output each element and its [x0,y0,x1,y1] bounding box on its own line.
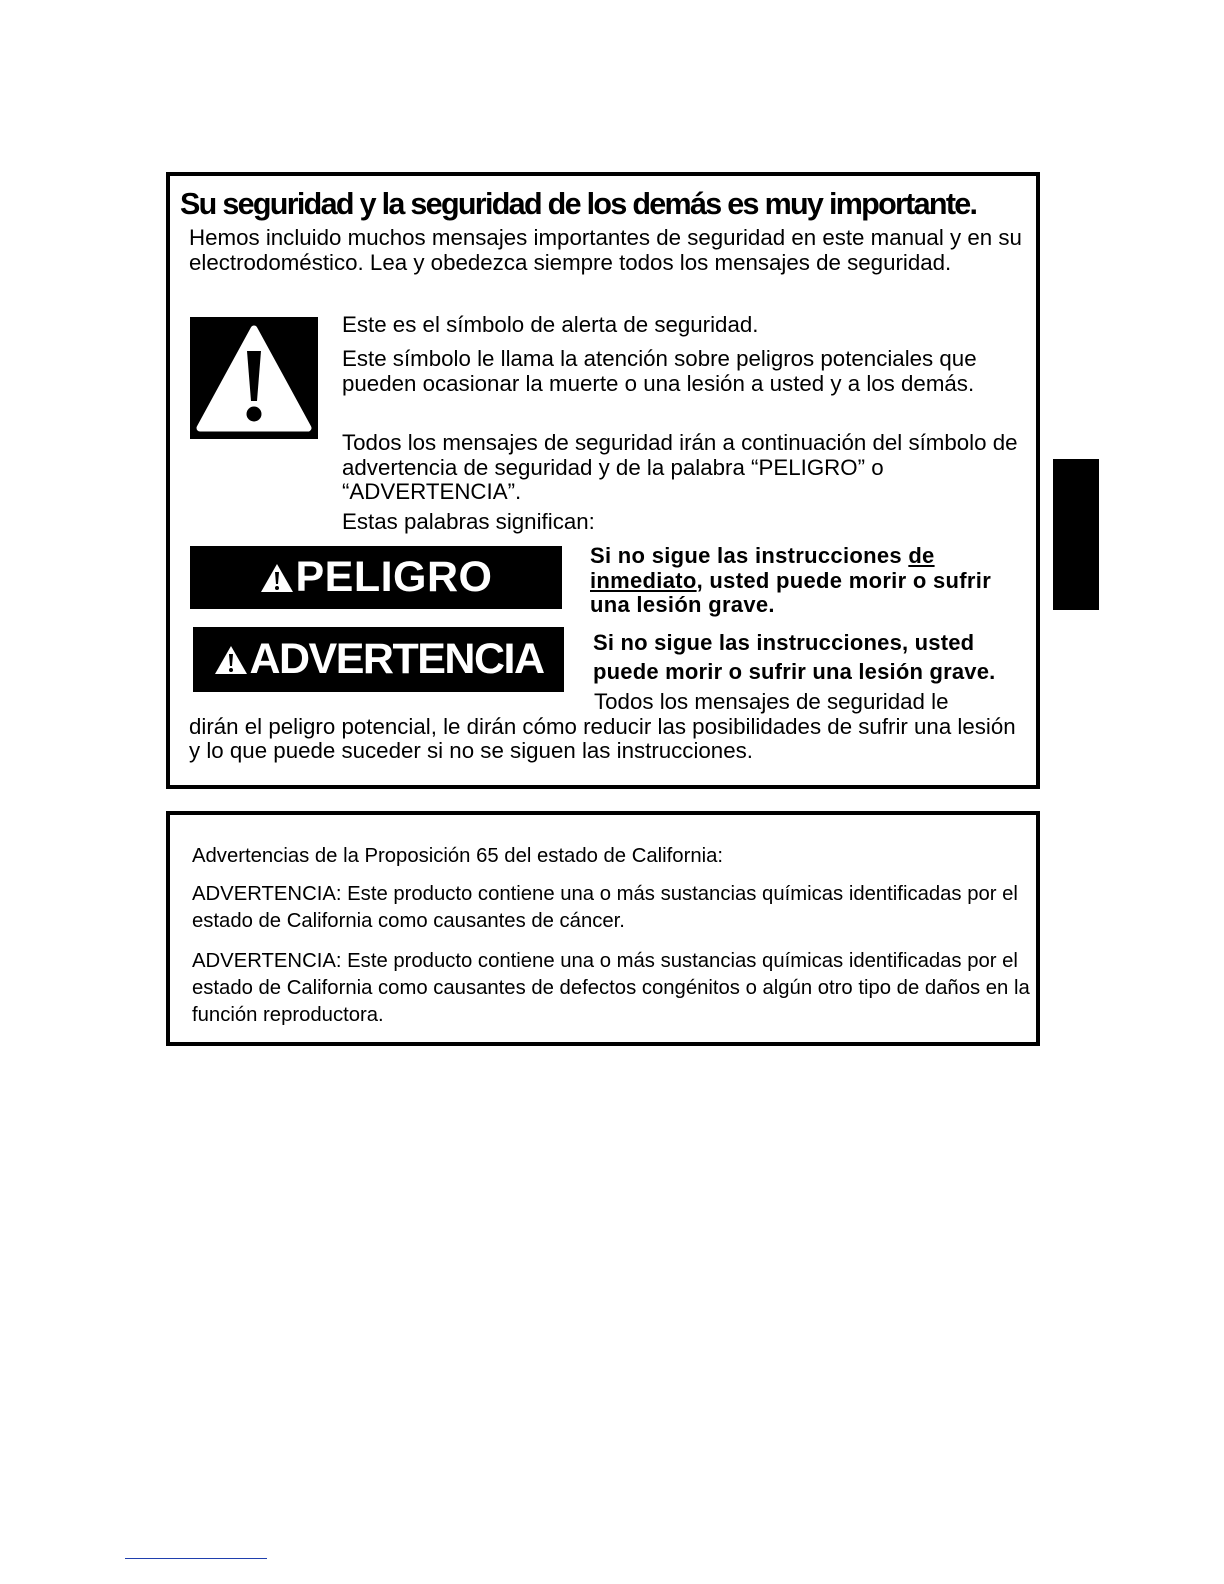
prop65-warning-cancer: ADVERTENCIA: Este producto contiene una o más sustancias químicas identificadas por el estado de California como causantes de cáncer. [192,883,1018,932]
danger-text-part2: , usted puede morir o sufrir una lesión grave. [590,567,992,617]
prop65-warning-reproductive: ADVERTENCIA: Este producto contiene una o más sustancias químicas identificadas por el estado de California como causantes de defectos congénitos o algún otro tipo de daños en la función reproductora. [192,950,1030,1026]
follow-line: Todos los mensajes de seguridad irán a continuación del símbolo de advertencia de seguridad y de la palabra “PELIGRO” o “ADVERTENCIA”. [342,430,1018,504]
section-side-tab [1053,459,1099,610]
closing-part1: Todos los mensajes de seguridad le [594,689,949,714]
closing-part2: dirán el peligro potencial, le dirán cómo reducir las posibilidades de sufrir una lesión y lo que puede suceder si no se siguen las instrucciones. [189,713,1016,763]
danger-text-part1: Si no sigue las instrucciones [590,543,909,568]
prop65-notice-box [166,811,1040,1046]
danger-label-text: PELIGRO [295,553,493,601]
symbol-meaning: Este símbolo le llama la atención sobre peligros potenciales que pueden ocasionar la muerte o una lesión a usted y a los demás. [342,346,977,396]
warning-label-text: ADVERTENCIA [249,635,544,683]
danger-text-underlined: de inmediato [590,543,935,593]
footer-rule [125,1558,267,1559]
warning-description: Si no sigue las instrucciones, usted puede morir o sufrir una lesión grave. [593,630,996,684]
safety-alert-triangle-icon [190,317,318,439]
prop65-title: Advertencias de la Proposición 65 del estado de California: [192,845,724,867]
danger-alert-icon [259,562,295,594]
symbol-line: Este es el símbolo de alerta de seguridad. [342,312,759,337]
safety-intro: Hemos incluido muchos mensajes importantes de seguridad en este manual y en su electrodoméstico. Lea y obedezca siempre todos los mensajes de seguridad. [189,225,1022,275]
safety-title: Su seguridad y la seguridad de los demás es muy importante. [180,187,977,221]
words-mean: Estas palabras significan: [342,509,595,534]
safety-closing [189,690,1029,764]
danger-signal-label [190,546,562,609]
warning-signal-label [193,627,564,692]
alert-triangle-svg [190,317,318,439]
safety-notice-box [166,172,1040,789]
warning-alert-icon [213,644,249,676]
danger-description [590,544,1020,618]
